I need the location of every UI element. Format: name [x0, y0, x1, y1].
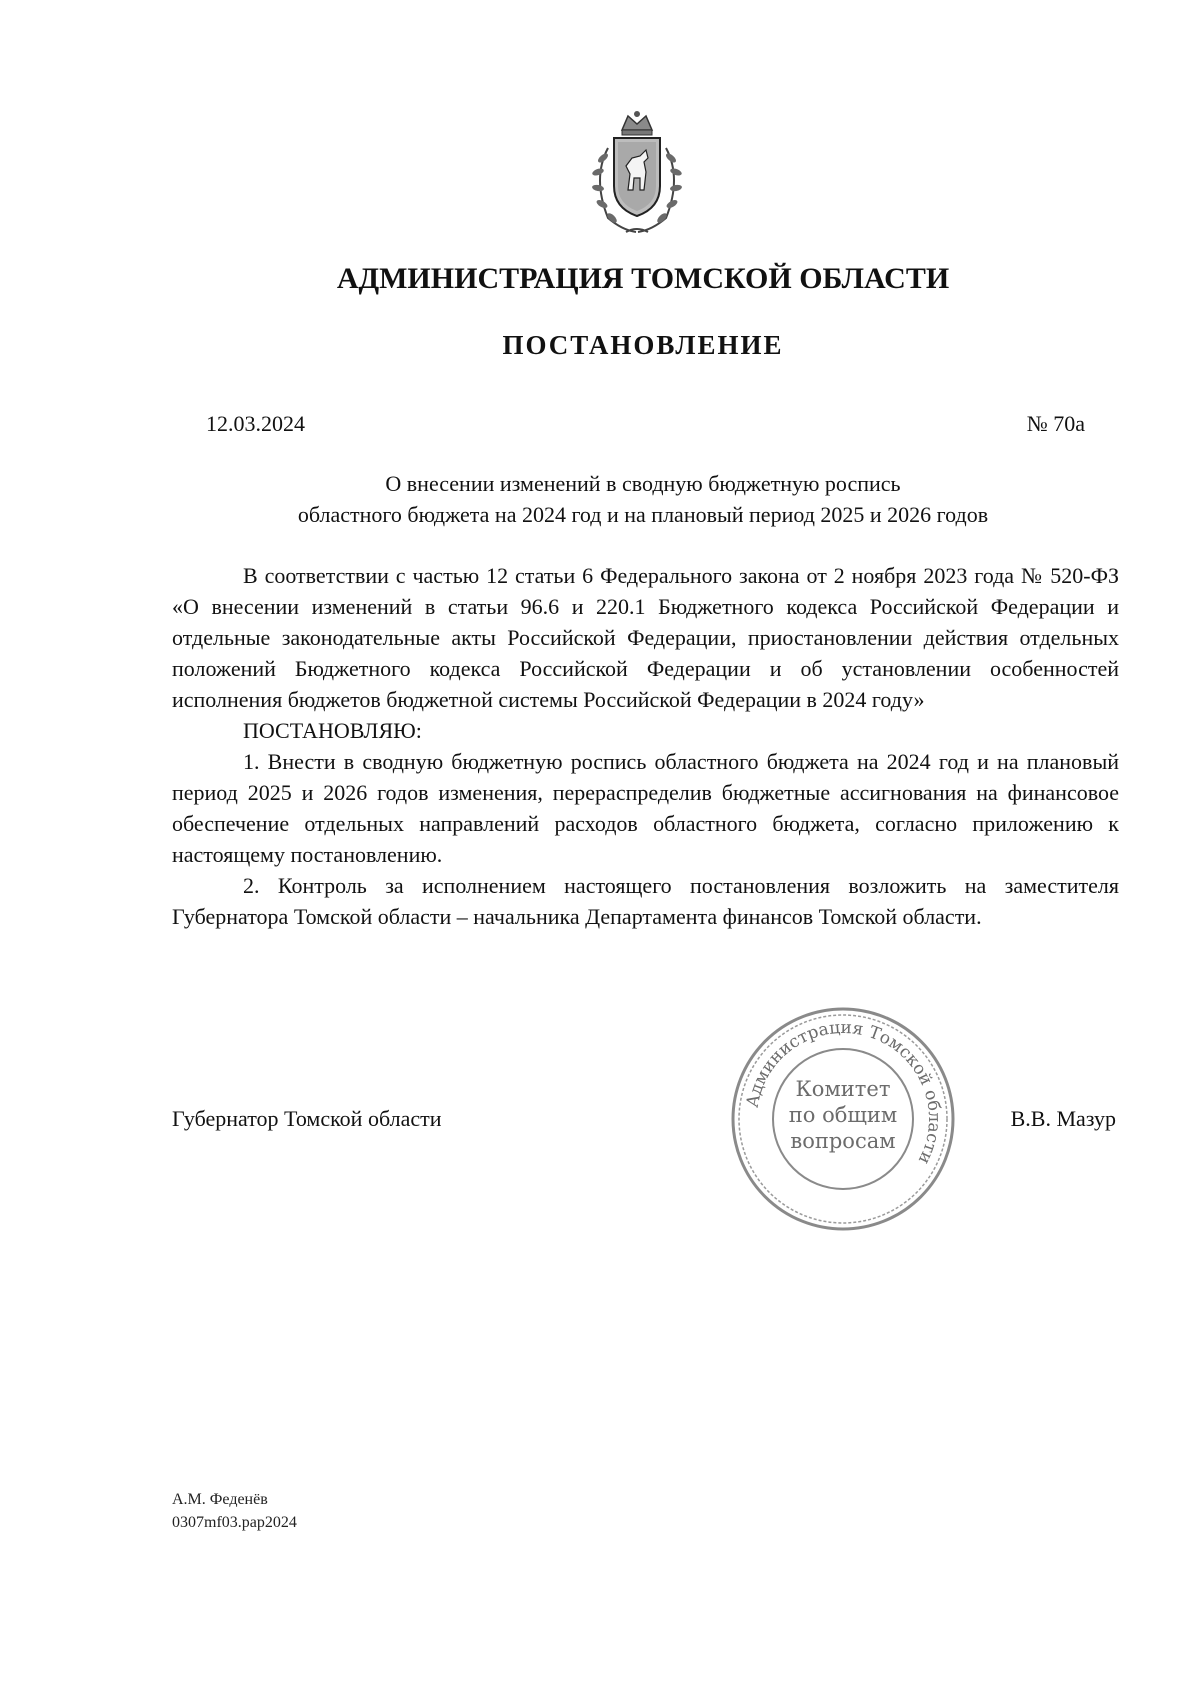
document-number: № 70а: [1026, 411, 1085, 436]
subject-line-1: О внесении изменений в сводную бюджетную роспись: [385, 471, 901, 496]
seal-line-1: Комитет: [795, 1077, 891, 1101]
resolve-heading: ПОСТАНОВЛЯЮ:: [243, 718, 422, 743]
organization-title: АДМИНИСТРАЦИЯ ТОМСКОЙ ОБЛАСТИ: [336, 262, 950, 295]
document-body: [172, 560, 1119, 932]
executor-name: А.М. Феденёв: [172, 1491, 268, 1508]
official-seal-stamp: [730, 1006, 956, 1232]
item-2-paragraph: 2. Контроль за исполнением настоящего постановления возложить на заместителя Губернатора Томской области – начальника Департамента финансов Томской области.: [172, 873, 1119, 929]
signatory-title: Губернатор Томской области: [172, 1106, 442, 1131]
item-1-paragraph: 1. Внести в сводную бюджетную роспись областного бюджета на 2024 год и на плановый период 2025 и 2026 годов изменения, перераспределив бюджетные ассигнования на финансовое обеспечение отдельных направлений расходов областного бюджета, согласно приложению к настоящему постановлению.: [172, 749, 1119, 867]
document-type-title: ПОСТАНОВЛЕНИЕ: [502, 330, 784, 360]
preamble-paragraph: В соответствии с частью 12 статьи 6 Федерального закона от 2 ноября 2023 года № 520-ФЗ «О внесении изменений в статьи 96.6 и 220.1 Бюджетного кодекса Российской Федерации и отдельные законодательные акты Российской Федерации, приостановлении действия отдельных положений Бюджетного кодекса Российской Федерации и об установлении особенностей исполнения бюджетов бюджетной системы Российской Федерации в 2024 году»: [172, 563, 1119, 712]
coat-of-arms-icon: [578, 108, 696, 240]
subject-line-2: областного бюджета на 2024 год и на плановый период 2025 и 2026 годов: [297, 502, 989, 527]
seal-line-2: по общим: [788, 1103, 898, 1127]
seal-line-3: вопросам: [790, 1129, 896, 1153]
seal-ring-text: Администрация Томской области: [742, 1017, 945, 1168]
file-code: 0307mf03.pap2024: [172, 1514, 297, 1531]
signatory-name: В.В. Мазур: [1010, 1106, 1116, 1131]
document-date: 12.03.2024: [206, 411, 305, 436]
footer-executor-block: [172, 1488, 297, 1534]
document-subject: [190, 468, 1096, 530]
